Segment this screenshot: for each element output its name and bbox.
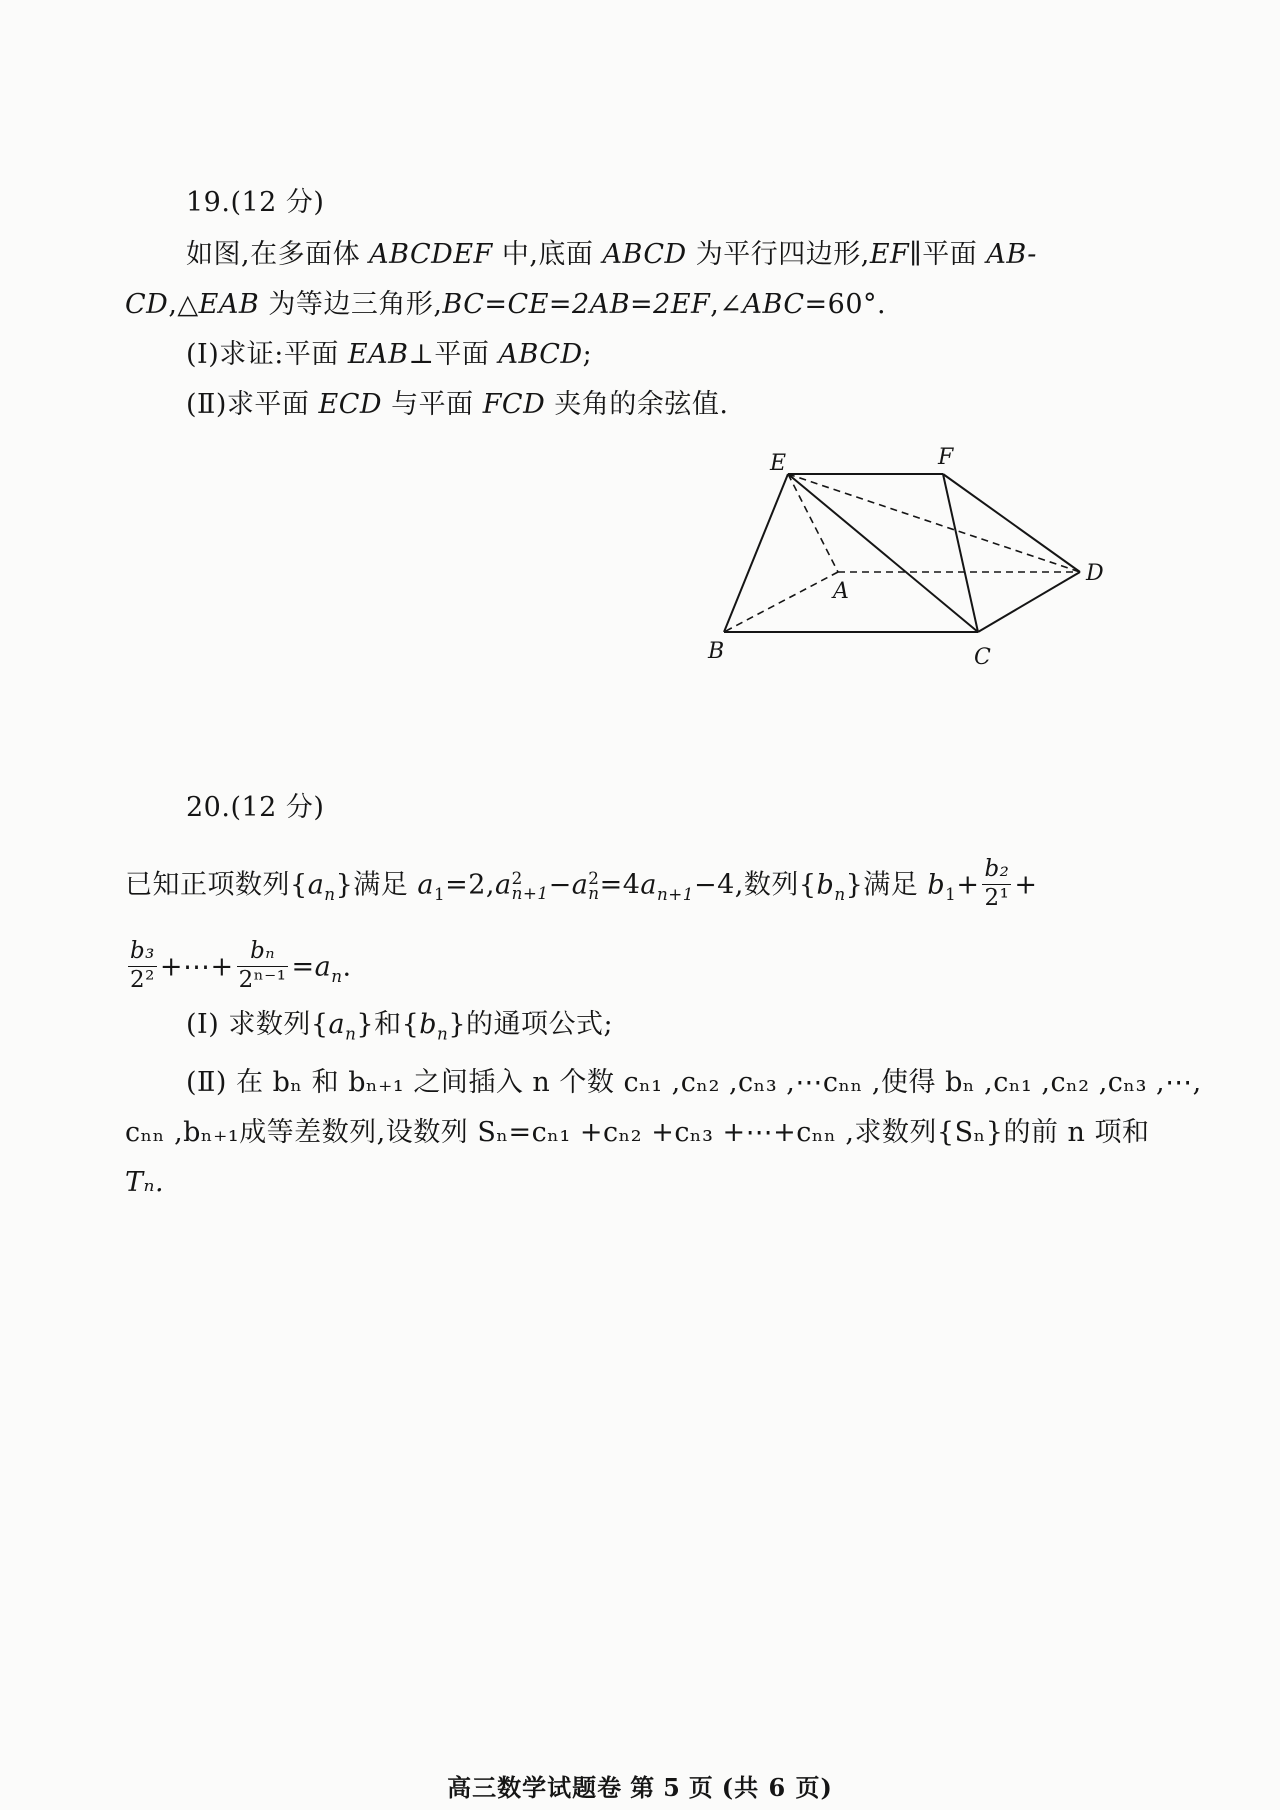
q19-polyhedron-name: ABCDEF: [369, 239, 493, 270]
q19-part1: [186, 337, 592, 373]
q20-sub: n: [331, 965, 343, 986]
q20-var: a: [417, 869, 434, 901]
q20-sub: 1: [433, 883, 446, 904]
q19-cd: CD: [125, 289, 169, 320]
q20-text: +⋯+: [159, 951, 234, 983]
footer-page-unit: 页: [688, 1773, 714, 1802]
q19-ef: EF: [869, 239, 910, 270]
edge-EA: [788, 474, 838, 572]
q20-text: (Ⅰ) 求数列{: [186, 1009, 329, 1040]
q20-sub: 1: [945, 883, 957, 904]
q20-sub: n: [324, 883, 336, 904]
q20-sub: n+1: [511, 883, 549, 904]
q20-sub: n+1: [657, 883, 694, 904]
q20-text: }满足: [335, 869, 418, 901]
footer-total-pages: (共 6 页): [721, 1773, 833, 1802]
q20-var: a: [314, 951, 332, 983]
q19-text: ⊥平面: [408, 339, 499, 370]
q20-frac-den: 2²: [130, 966, 155, 993]
q19-text: 为平行四边形,: [686, 239, 870, 270]
q20-fraction: [128, 938, 157, 994]
q19-base-name: ABCD: [602, 239, 687, 270]
label-A: A: [833, 579, 849, 604]
q20-frac-num: b₃: [128, 938, 157, 967]
label-C: C: [974, 645, 991, 670]
q20-text: −4,数列{: [693, 869, 817, 901]
q20-text: =: [291, 951, 315, 983]
edge-EB: [724, 474, 788, 632]
q20-text: }和{: [356, 1009, 420, 1040]
q20-part2-line3: Tₙ.: [125, 1167, 165, 1198]
q19-text: ;: [582, 339, 593, 370]
q20-supsub: [588, 868, 600, 904]
q20-fraction: [982, 856, 1011, 912]
footer-title: 高三数学试题卷: [447, 1773, 623, 1802]
q19-text: =60°.: [804, 289, 887, 320]
q20-var: a: [495, 869, 512, 901]
q20-part2-line2: cₙₙ ,bₙ₊₁成等差数列,设数列 Sₙ=cₙ₁ +cₙ₂ +cₙ₃ +⋯+cₙₙ ,求数列{Sₙ}的前 n 项和: [125, 1117, 1150, 1148]
label-D: D: [1086, 561, 1104, 586]
q20-sub: n: [437, 1023, 449, 1044]
q20-frac-den: 2ⁿ⁻¹: [238, 966, 287, 993]
q19-stem-line2: [125, 287, 886, 323]
q20-sup: 2: [588, 868, 600, 888]
footer-page-number: 5: [663, 1773, 681, 1802]
q19-text: 为等边三角形,: [259, 289, 443, 320]
edge-FD: [943, 474, 1080, 572]
q19-header: 19.(12 分): [186, 187, 325, 218]
q20-header: 20.(12 分): [186, 792, 325, 823]
q20-part1: [186, 1007, 613, 1043]
q20-sub: n: [588, 883, 600, 904]
q19-angle-name: ABC: [742, 289, 805, 320]
q19-stem-line1: [186, 237, 1037, 273]
q19-text: 与平面: [382, 389, 483, 420]
q19-text: (Ⅰ)求证:平面: [186, 339, 348, 370]
q20-var: a: [571, 869, 589, 901]
q20-stem-line2: [125, 940, 352, 996]
q20-text: 已知正项数列{: [125, 869, 308, 901]
q19-part2: [186, 387, 728, 423]
q19-text: ,△: [168, 289, 199, 320]
q19-plane-fcd: FCD: [482, 389, 546, 420]
q20-var: b: [419, 1009, 438, 1040]
q20-frac-num: bₙ: [237, 938, 289, 967]
label-E: E: [770, 451, 787, 476]
q20-stem-line1: [125, 858, 1037, 914]
q19-text: ,∠: [710, 289, 743, 320]
q19-ab-split: AB-: [986, 239, 1037, 270]
q19-text: 如图,在多面体: [186, 239, 370, 270]
q20-fraction: [237, 938, 289, 994]
edge-CD: [978, 572, 1080, 632]
q20-text: =2,: [445, 869, 495, 901]
edge-EC: [788, 474, 978, 632]
q20-text: =4: [599, 869, 641, 901]
q20-text: −: [548, 869, 572, 901]
page-footer: [0, 1768, 1280, 1803]
q19-text: (Ⅱ)求平面: [186, 389, 319, 420]
q20-var: a: [328, 1009, 346, 1040]
q19-triangle-name: EAB: [198, 289, 260, 320]
q20-frac-den: 2¹: [984, 884, 1010, 911]
q19-equalities: BC=CE=2AB=2EF: [442, 289, 711, 320]
q20-sub: n: [345, 1023, 357, 1044]
q19-plane-abcd: ABCD: [498, 339, 583, 370]
polyhedron-figure: [700, 440, 1170, 670]
q20-var: b: [927, 869, 946, 901]
q19-plane-eab: EAB: [347, 339, 409, 370]
edge-ED: [788, 474, 1080, 572]
q20-sub: n: [834, 883, 846, 904]
q20-var: b: [816, 869, 835, 901]
q19-text: 夹角的余弦值.: [545, 389, 729, 420]
label-F: F: [938, 445, 954, 470]
q20-var: a: [307, 869, 325, 901]
q20-text: +: [1014, 869, 1038, 901]
q20-frac-num: b₂: [982, 856, 1011, 885]
q19-plane-ecd: ECD: [318, 389, 383, 420]
q19-text: 中,底面: [492, 239, 603, 270]
q19-text: ∥平面: [909, 239, 987, 270]
q20-text: }的通项公式;: [448, 1009, 614, 1040]
label-B: B: [708, 639, 725, 664]
q20-sup: 2: [511, 868, 523, 888]
q20-supsub: [511, 868, 549, 904]
q20-text: +: [956, 869, 980, 901]
q20-text: }满足: [845, 869, 928, 901]
edge-AB: [724, 572, 838, 632]
q20-var: a: [640, 869, 657, 901]
q20-text: .: [342, 951, 352, 983]
footer-page-word: 第: [630, 1773, 656, 1802]
q20-part2-line1: (Ⅱ) 在 bₙ 和 bₙ₊₁ 之间插入 n 个数 cₙ₁ ,cₙ₂ ,cₙ₃ ,⋯cₙₙ ,使得 bₙ ,cₙ₁ ,cₙ₂ ,cₙ₃ ,⋯,: [186, 1067, 1202, 1098]
